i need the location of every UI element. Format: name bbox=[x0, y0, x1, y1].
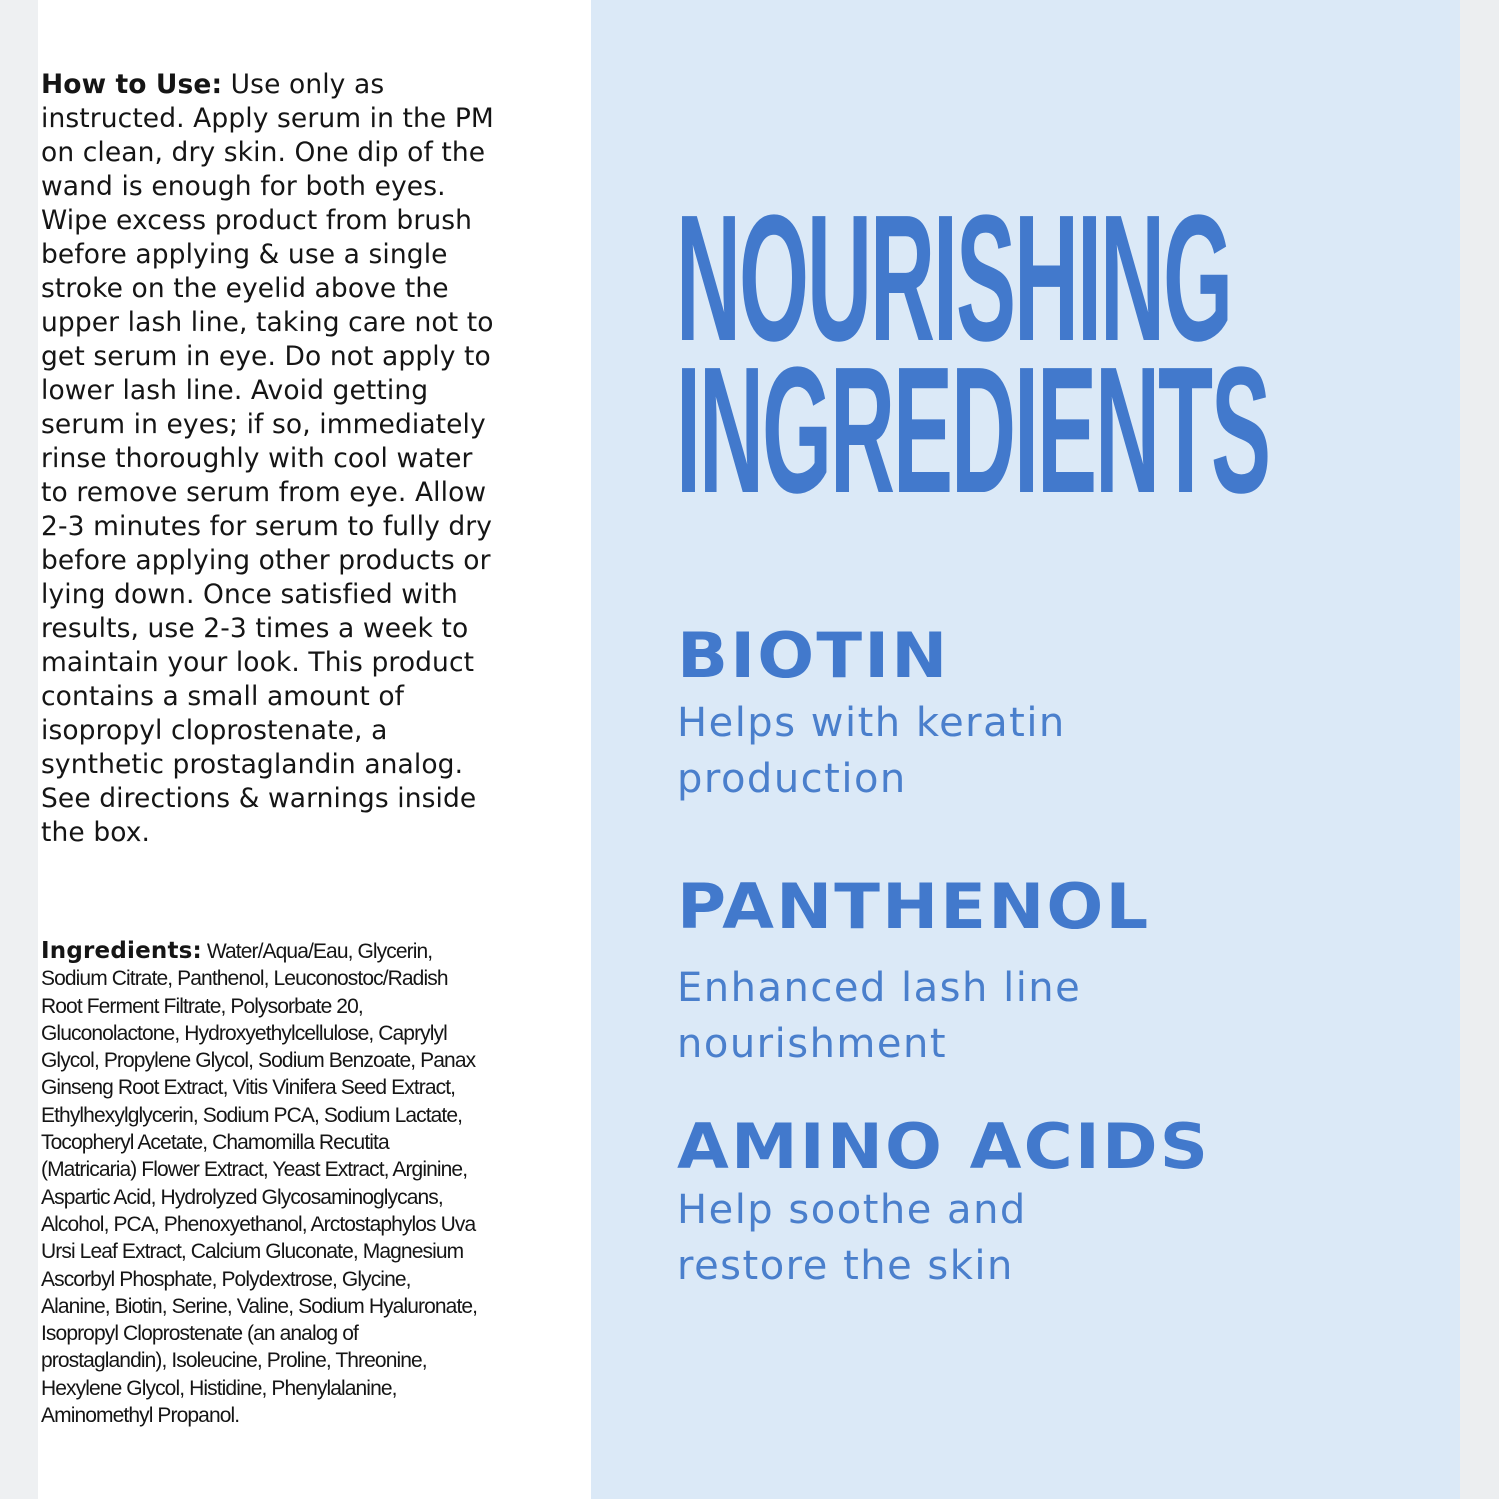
feature-description bbox=[677, 695, 1437, 807]
ingredients-text: Water/Aqua/Eau, Glycerin, Sodium Citrate, Panthenol, Leuconostoc/Radish Root Ferment Filtrate, Polysorbate 20, Gluconolactone, Hydroxyethylcellulose, Caprylyl Glycol, Propylene Glycol, Sodium Benzoate, Panax Ginseng Root Extract, Vitis Vinifera Seed Extract, Ethylhexylglycerin, Sodium PCA, Sodium Lactate, Tocopheryl Acetate, Chamomilla Recutita (Matricaria) Flower Extract, Yeast Extract, Arginine, Aspartic Acid, Hydrolyzed Glycosaminoglycans, Alcohol, PCA, Phenoxyethanol, Arctostaphylos Uva Ursi Leaf Extract, Calcium Gluconate, Magnesium Ascorbyl Phosphate, Polydextrose, Glycine, Alanine, Biotin, Serine, Valine, Sodium Hyaluronate, Isopropyl Cloprostenate (an analog of prostaglandin), Isoleucine, Proline, Threonine, Hexylene Glycol, Histidine, Phenylalanine, Aminomethyl Propanol. bbox=[41, 940, 478, 1428]
feature-desc-line: restore the skin bbox=[677, 1243, 1014, 1289]
how-to-use-label: How to Use: bbox=[41, 69, 223, 100]
ingredients-label: Ingredients: bbox=[41, 938, 202, 964]
right-margin bbox=[1460, 0, 1499, 1499]
feature-desc-line: Helps with keratin bbox=[677, 700, 1066, 746]
feature-desc-line: Enhanced lash line bbox=[677, 965, 1082, 1011]
headline-line-1: NOURISHING bbox=[676, 178, 1232, 379]
feature-title: BIOTIN bbox=[677, 619, 950, 692]
feature-description bbox=[677, 960, 1437, 1072]
feature-title: PANTHENOL bbox=[677, 870, 1151, 943]
feature-description bbox=[677, 1182, 1437, 1294]
headline-line-2: INGREDIENTS bbox=[676, 330, 1270, 531]
feature-desc-line: production bbox=[677, 756, 907, 802]
feature-amino-acids bbox=[677, 1110, 1437, 1294]
how-to-use-text: Use only as instructed. Apply serum in the PM on clean, dry skin. One dip of the wand is enough for both eyes. Wipe excess product from brush before applying & use a single stroke on the eyelid above the upper lash line, taking care not to get serum in eye. Do not apply to lower lash line. Avoid getting serum in eyes; if so, immediately rinse thoroughly with cool water to remove serum from eye. Allow 2-3 minutes for serum to fully dry before applying other products or lying down. Once satisfied with results, use 2-3 times a week to maintain your look. This product contains a small amount of isopropyl cloprostenate, a synthetic prostaglandin analog. See directions & warnings inside the box. bbox=[41, 69, 494, 848]
feature-biotin bbox=[677, 619, 1437, 807]
feature-desc-line: nourishment bbox=[677, 1021, 948, 1067]
ingredients-list bbox=[41, 938, 481, 1429]
how-to-use-paragraph bbox=[41, 68, 496, 850]
feature-title: AMINO ACIDS bbox=[677, 1110, 1211, 1183]
page-title bbox=[676, 178, 1270, 531]
feature-desc-line: Help soothe and bbox=[677, 1187, 1027, 1233]
feature-panthenol bbox=[677, 870, 1437, 1072]
left-margin bbox=[0, 0, 38, 1499]
